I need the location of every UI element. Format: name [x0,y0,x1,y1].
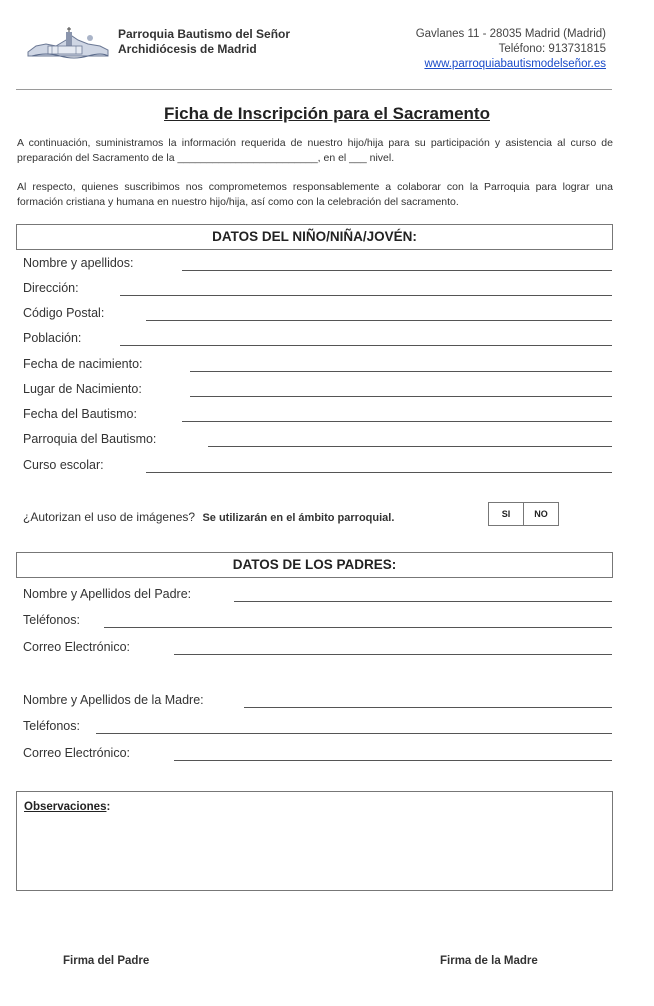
phone: Teléfono: 913731815 [498,43,606,55]
child-field-label: Población: [23,331,82,345]
consent-yes-box[interactable]: SI [501,509,511,519]
image-consent-question [23,510,394,524]
mother-field-label: Teléfonos: [23,719,80,733]
child-field-label: Lugar de Nacimiento: [23,382,142,396]
observations-label [24,801,110,813]
father-signature-label: Firma del Padre [63,955,150,967]
child-field-input-line[interactable] [120,345,612,346]
parents-section-heading: DATOS DE LOS PADRES: [16,552,613,578]
child-field-label: Dirección: [23,281,79,295]
mother-field-input-line[interactable] [244,707,612,708]
mother-field-input-line[interactable] [96,733,612,734]
child-field-label: Fecha del Bautismo: [23,407,137,421]
child-field-input-line[interactable] [146,320,612,321]
header-divider [16,89,612,90]
observations-box[interactable] [16,791,613,891]
child-field-label: Código Postal: [23,306,105,320]
child-field-input-line[interactable] [190,396,612,397]
contact-info [416,27,606,72]
form-title: Ficha de Inscripción para el Sacramento [164,104,490,123]
mother-signature-label: Firma de la Madre [440,955,538,967]
child-section-heading: DATOS DEL NIÑO/NIÑA/JOVÉN: [16,224,613,250]
child-field-input-line[interactable] [182,421,612,422]
mother-field-input-line[interactable] [174,760,612,761]
website-link[interactable]: www.parroquiabautismodelseñor.es [424,58,606,70]
father-field-input-line[interactable] [234,601,612,602]
mother-field-label: Nombre y Apellidos de la Madre: [23,693,204,707]
child-field-input-line[interactable] [146,472,612,473]
parish-name: Parroquia Bautismo del Señor [118,27,291,41]
child-field-label: Fecha de nacimiento: [23,357,143,371]
address: Gavlanes 11 - 28035 Madrid (Madrid) [415,28,606,40]
consent-question-text: ¿Autorizan el uso de imágenes? [23,510,196,524]
intro-paragraph-1: A continuación, suministramos la información requerida de nuestro hijo/hija para su participación y asistencia al curso de preparación del Sacramento de la ________________________, en el ___ nivel. [17,137,613,164]
consent-note: Se utilizarán en el ámbito parroquial. [202,512,395,524]
child-field-input-line[interactable] [208,446,612,447]
mother-field-label: Correo Electrónico: [23,746,130,760]
father-field-input-line[interactable] [104,627,612,628]
observations-label-colon: : [106,801,111,813]
consent-no-box[interactable]: NO [523,503,558,525]
intro-paragraph-2: Al respecto, quienes suscribimos nos comprometemos responsablemente a colaborar con la Parroquia para lograr una formación cristiana y humana en nuestro hijo/hija, así como con la celebración del sacramento. [17,181,613,208]
child-field-label: Parroquia del Bautismo: [23,432,157,446]
consent-options [488,502,559,526]
observations-label-text: Observaciones [24,801,107,813]
father-field-label: Nombre y Apellidos del Padre: [23,587,192,601]
child-field-input-line[interactable] [120,295,612,296]
parish-logo [26,26,110,62]
father-field-label: Correo Electrónico: [23,640,130,654]
child-field-input-line[interactable] [182,270,612,271]
child-field-input-line[interactable] [190,371,612,372]
child-field-label: Nombre y apellidos: [23,256,134,270]
child-field-label: Curso escolar: [23,458,104,472]
parish-header [118,27,290,57]
father-field-label: Teléfonos: [23,613,80,627]
archdiocese-name: Archidiócesis de Madrid [118,42,257,56]
father-field-input-line[interactable] [174,654,612,655]
